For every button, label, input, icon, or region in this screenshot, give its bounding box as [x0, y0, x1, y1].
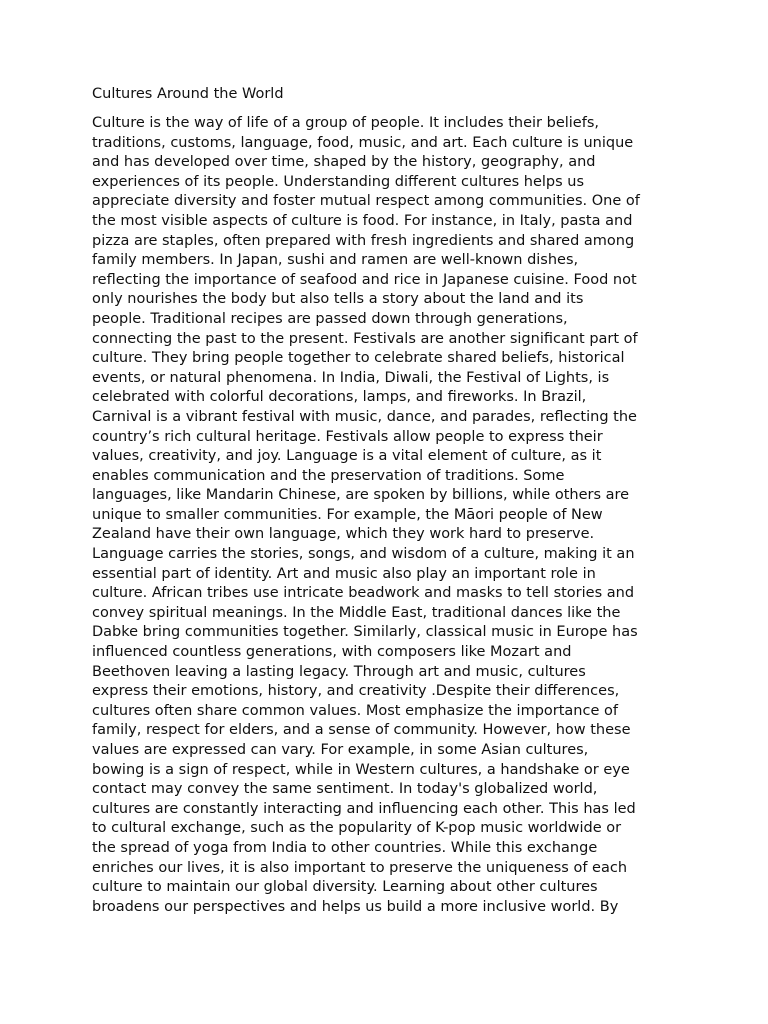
body-text-line: appreciate diversity and foster mutual respect among communities. One of — [92, 193, 640, 210]
body-text-line: family, respect for elders, and a sense of community. However, how these — [92, 722, 631, 739]
body-text-line: cultures are constantly interacting and influencing each other. This has led — [92, 800, 636, 817]
body-text-line: celebrated with colorful decorations, lamps, and fireworks. In Brazil, — [92, 389, 587, 406]
body-text-line: enables communication and the preservation of traditions. Some — [92, 467, 565, 484]
body-text-line: values, creativity, and joy. Language is a vital element of culture, as it — [92, 448, 602, 465]
body-text-line: Dabke bring communities together. Similarly, classical music in Europe has — [92, 624, 638, 641]
body-text-line: unique to smaller communities. For example, the Māori people of New — [92, 506, 603, 523]
body-text-line: experiences of its people. Understanding different cultures helps us — [92, 173, 585, 190]
body-text-line: Culture is the way of life of a group of people. It includes their beliefs, — [92, 115, 599, 131]
body-text-line: values are expressed can vary. For example, in some Asian cultures, — [92, 742, 589, 758]
document-body — [92, 114, 692, 917]
body-text-line: Language carries the stories, songs, and wisdom of a culture, making it an — [92, 546, 635, 563]
body-text-line: influenced countless generations, with composers like Mozart and — [92, 644, 572, 661]
body-text-line: culture. African tribes use intricate beadwork and masks to tell stories and — [92, 585, 635, 602]
body-text-line: people. Traditional recipes are passed down through generations, — [92, 310, 568, 327]
body-text-line: bowing is a sign of respect, while in Western cultures, a handshake or eye — [92, 761, 630, 778]
body-text-line: convey spiritual meanings. In the Middle East, traditional dances like the — [92, 604, 621, 621]
body-text-line: pizza are staples, often prepared with fresh ingredients and shared among — [92, 232, 635, 249]
body-text-line: Zealand have their own language, which they work hard to preserve. — [92, 526, 595, 543]
body-text-line: the spread of yoga from India to other countries. While this exchange — [92, 839, 598, 856]
body-text-line: essential part of identity. Art and music also play an important role in — [92, 565, 596, 582]
body-text-line: country’s rich cultural heritage. Festivals allow people to express their — [92, 428, 603, 445]
body-text-line: family members. In Japan, sushi and ramen are well-known dishes, — [92, 252, 579, 269]
body-text-line: contact may convey the same sentiment. In today's globalized world, — [92, 781, 598, 798]
body-text-line: languages, like Mandarin Chinese, are spoken by billions, while others are — [92, 487, 630, 504]
body-text-line: Carnival is a vibrant festival with music, dance, and parades, reflecting the — [92, 408, 637, 425]
body-text-line: culture. They bring people together to celebrate shared beliefs, historical — [92, 350, 625, 367]
body-text-line: express their emotions, history, and creativity .Despite their differences, — [92, 683, 620, 700]
body-text-line: to cultural exchange, such as the popularity of K-pop music worldwide or — [92, 820, 622, 837]
body-text-line: reflecting the importance of seafood and rice in Japanese cuisine. Food not — [92, 271, 637, 288]
body-text-line: traditions, customs, language, food, music, and art. Each culture is unique — [92, 134, 634, 151]
body-text-line: broadens our perspectives and helps us build a more inclusive world. By — [92, 898, 619, 915]
body-text-line: enriches our lives, it is also important to preserve the uniqueness of each — [92, 859, 628, 876]
body-text-line: only nourishes the body but also tells a story about the land and its — [92, 291, 584, 308]
body-text-line: the most visible aspects of culture is food. For instance, in Italy, pasta and — [92, 212, 633, 229]
body-text-line: and has developed over time, shaped by the history, geography, and — [92, 154, 596, 171]
body-text-line: cultures often share common values. Most emphasize the importance of — [92, 702, 618, 719]
body-text-line: connecting the past to the present. Festivals are another significant part of — [92, 330, 638, 347]
body-text-line: culture to maintain our global diversity. Learning about other cultures — [92, 879, 598, 896]
body-text-line: Beethoven leaving a lasting legacy. Through art and music, cultures — [92, 663, 586, 680]
body-text-line: events, or natural phenomena. In India, Diwali, the Festival of Lights, is — [92, 369, 610, 386]
document-title: Cultures Around the World — [92, 86, 284, 102]
